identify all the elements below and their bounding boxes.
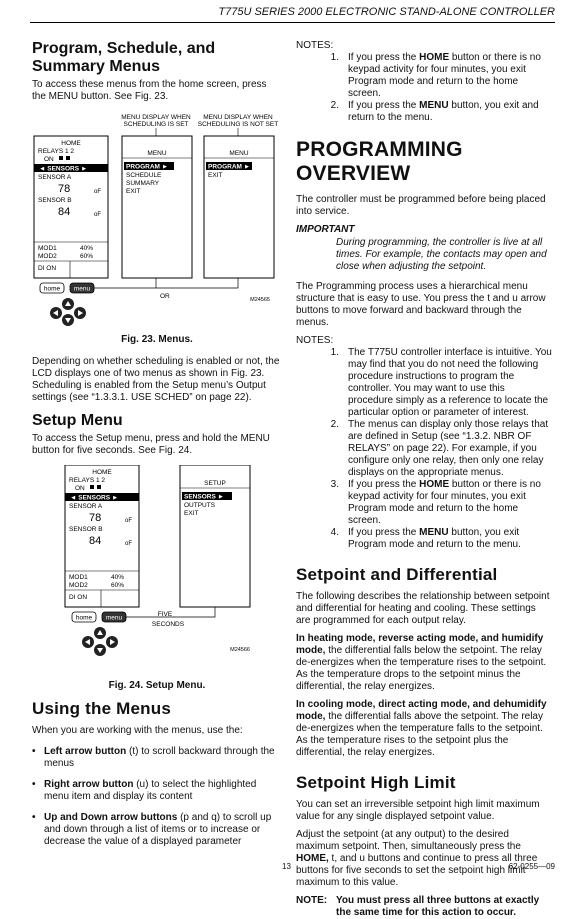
notes2-title: NOTES: [296,335,334,346]
notes1-title: NOTES: [296,40,334,51]
setup-menu-item-sensors: SENSORS ► [184,493,225,501]
notes2-item: 4. If you press the MENU button, you exit Program mode and return to the menu. [330,527,521,550]
notes2-item: 2. The menus can display only those relays that are defined in Setup (see “1.3.2. NBR OF RELAYS” on page 22). For example, if you configure only one relay, then only one relay displays on the appropriate menus. [330,419,549,478]
menu-notset-title: MENU [229,150,249,157]
using-bullets [32,746,282,848]
overview-heading: PROGRAMMING OVERVIEW [296,138,463,185]
notes1-item: 1. If you press the HOME button or there is no keypad activity for four minutes, you exit Program mode and return to the home screen. [330,52,541,99]
fig24-lcd-sensor-b-label: SENSOR B [69,526,103,533]
lcd-sensor-b-label: SENSOR B [38,197,72,204]
fig24-relay-1-indicator [90,485,94,489]
fig24-lcd-unit-b: oF [125,541,133,547]
lcd-sensors-label: ◄ SENSORS ► [39,165,88,173]
fig24-diagram [32,465,282,673]
fig24-lcd-sensor-b-value: 84 [89,535,102,547]
high-para-1: You can set an irreversible setpoint high limit maximum value for any single displayed setpoint value. [296,799,540,822]
fig24-lcd-on-label: ON [75,485,85,492]
fig23-label-set-2: SCHEDULING IS SET [123,121,189,128]
fig24-code: M24566 [230,647,250,653]
setup-heading: Setup Menu [32,412,123,429]
header-rule [30,22,555,23]
notes2-list [296,347,552,551]
setpoint-heading: Setpoint and Differential [296,565,498,584]
figure-23 [32,111,282,346]
menu-set-item-schedule: SCHEDULE [126,172,162,179]
high-note [296,895,552,919]
menu-notset-screen [204,136,274,278]
lcd-sensor-b-value: 84 [58,206,71,218]
right-column [296,40,552,919]
fig24-menu-button-label: menu [105,614,123,622]
or-label: OR [160,293,170,300]
fig24-lcd-mod2-label: MOD2 [69,582,88,589]
important-title: IMPORTANT [296,224,355,235]
fig24-lcd-mod1-label: MOD1 [69,574,88,581]
lcd-relays-label: RELAYS 1 2 [38,148,75,155]
prog-heading: Program, Schedule, and Summary Menus [32,40,216,75]
notes1-list [296,52,552,124]
home-button-label: home [43,285,61,293]
setup-menu-item-exit: EXIT [184,510,199,517]
lcd-unit-a: oF [94,189,102,195]
lcd-mod2-value: 60% [80,253,94,260]
menu-set-item-summary: SUMMARY [126,180,160,187]
fig24-home-button-label: home [75,614,93,622]
setup-para: To access the Setup menu, press and hold the MENU button for five seconds. See Fig. 24. [32,433,270,456]
using-heading: Using the Menus [32,699,172,718]
lcd-sensor-a-value: 78 [58,183,71,195]
note-label: NOTE: [296,895,328,906]
lcd-mod2-label: MOD2 [38,253,57,260]
fig24-lcd-sensors-label: ◄ SENSORS ► [70,494,119,502]
fig23-label-set-1: MENU DISPLAY WHEN [121,114,191,121]
hier-para: The Programming process uses a hierarchical menu structure that is easy to use. You press the t and u arrow buttons to move forward and backward through the menus. [296,281,546,328]
five-label: FIVE [157,611,173,618]
notes2-item: 1. The T775U controller interface is intuitive. You may find that you do not need the following procedure instructions to program the controller. You may want to use this procedure simply as a reference to locate the particular option or parameter of interest. [330,347,552,418]
relay-1-indicator [59,156,63,160]
arrow-pad [50,298,86,326]
fig24-lcd-mod1-value: 40% [111,574,125,581]
fig24-caption: Fig. 24. Setup Menu. [108,680,206,691]
doc-code: 62-0255—09 [508,862,555,871]
fig23-label-notset-1: MENU DISPLAY WHEN [203,114,273,121]
setup-menu-title: SETUP [204,480,226,487]
lcd-mod1-value: 40% [80,245,94,252]
fig23-code: M24565 [250,297,270,303]
menu-set-screen [122,136,192,278]
page-number: 13 [282,862,291,871]
menu-notset-item-program: PROGRAM ► [208,163,251,171]
high-limit-heading: Setpoint High Limit [296,773,456,792]
running-header: T775U SERIES 2000 ELECTRONIC STAND-ALONE CONTROLLER [218,6,555,18]
fig24-lcd-home-label: HOME [92,469,112,476]
bullet-right-arrow: • Right arrow button (u) to select the highlighted menu item and display its content [32,779,257,802]
lcd-home-label: HOME [61,140,81,147]
bullet-left-arrow: • Left arrow button (t) to scroll backward through the menus [32,746,275,769]
heating-para: In heating mode, reverse acting mode, and humidify mode, the differential falls below the setpoint. The relay de-energizes when the temperature rises to the setpoint. As the temperature drops to the setpoint minus the differential, the relay energizes. [296,633,547,692]
menu-set-title: MENU [147,150,167,157]
fig23-label-notset-2: SCHEDULING IS NOT SET [197,121,279,128]
fig24-relay-2-indicator [97,485,101,489]
menu-set-item-exit: EXIT [126,188,141,195]
menu-set-item-program: PROGRAM ► [126,163,169,171]
fig24-lcd-di-label: DI ON [69,594,88,601]
menu-button-label: menu [73,285,91,293]
fig24-lcd-unit-a: oF [125,518,133,524]
setpoint-para: The following describes the relationship between setpoint and differential for heating and cooling. These settings are programmed for each output relay. [296,591,550,626]
cooling-para: In cooling mode, direct acting mode, and dehumidify mode, the differential falls above the setpoint. The relay de-energizes when the temperature falls to the setpoint. As the temperature rises to the setpoint plus the differential, the relay energizes. [296,699,547,758]
fig24-lcd-mod2-value: 60% [111,582,125,589]
notes2-item: 3. If you press the HOME button or there is no keypad activity for four minutes, you exit Program mode and return to the home screen. [330,479,541,526]
fig24-lcd-sensor-a-value: 78 [89,512,102,524]
after-fig23-para: Depending on whether scheduling is enabled or not, the LCD displays one of two menus as shown in Fig. 23. Scheduling is enabled from the Setup menu’s Output settings (see “1.3.3.1. USE SCHED” on page 22). [32,356,280,403]
important-body: During programming, the controller is live at all times. For example, the contacts may open and close when adjusting the setpoint. [336,237,547,272]
figure-24 [32,465,282,693]
lcd-on-label: ON [44,156,54,163]
fig24-lcd-relays-label: RELAYS 1 2 [69,477,106,484]
bullet-up-down-arrows: • Up and Down arrow buttons (p and q) to scroll up and down through a list of items or to increase or decrease the value of a displayed parameter [32,812,272,847]
high-para-2: Adjust the setpoint (at any output) to the desired maximum setpoint. Then, simultaneously press the HOME, t, and u buttons and continue to press all three buttons for five seconds to set the setpoint high limit maximum to this value. [296,829,538,888]
prog-para: To access these menus from the home screen, press the MENU button. See Fig. 23. [32,79,267,102]
left-column [32,40,282,857]
note-text: You must press all three buttons at exactly the same time for this action to occur. [336,895,540,918]
menu-notset-item-exit: EXIT [208,172,223,179]
overview-para: The controller must be programmed before being placed into service. [296,194,546,217]
fig24-lcd-sensor-a-label: SENSOR A [69,503,103,510]
using-para: When you are working with the menus, use the: [32,725,243,736]
fig24-arrow-pad [82,627,118,656]
lcd-di-label: DI ON [38,265,57,272]
lcd-mod1-label: MOD1 [38,245,57,252]
lcd-sensor-a-label: SENSOR A [38,174,72,181]
relay-2-indicator [66,156,70,160]
fig23-caption: Fig. 23. Menus. [121,334,193,345]
fig23-diagram [32,111,282,326]
seconds-label: SECONDS [151,621,185,628]
lcd-unit-b: oF [94,212,102,218]
notes1-item: 2. If you press the MENU button, you exit and return to the menu. [330,100,539,123]
setup-menu-item-outputs: OUTPUTS [184,502,216,509]
